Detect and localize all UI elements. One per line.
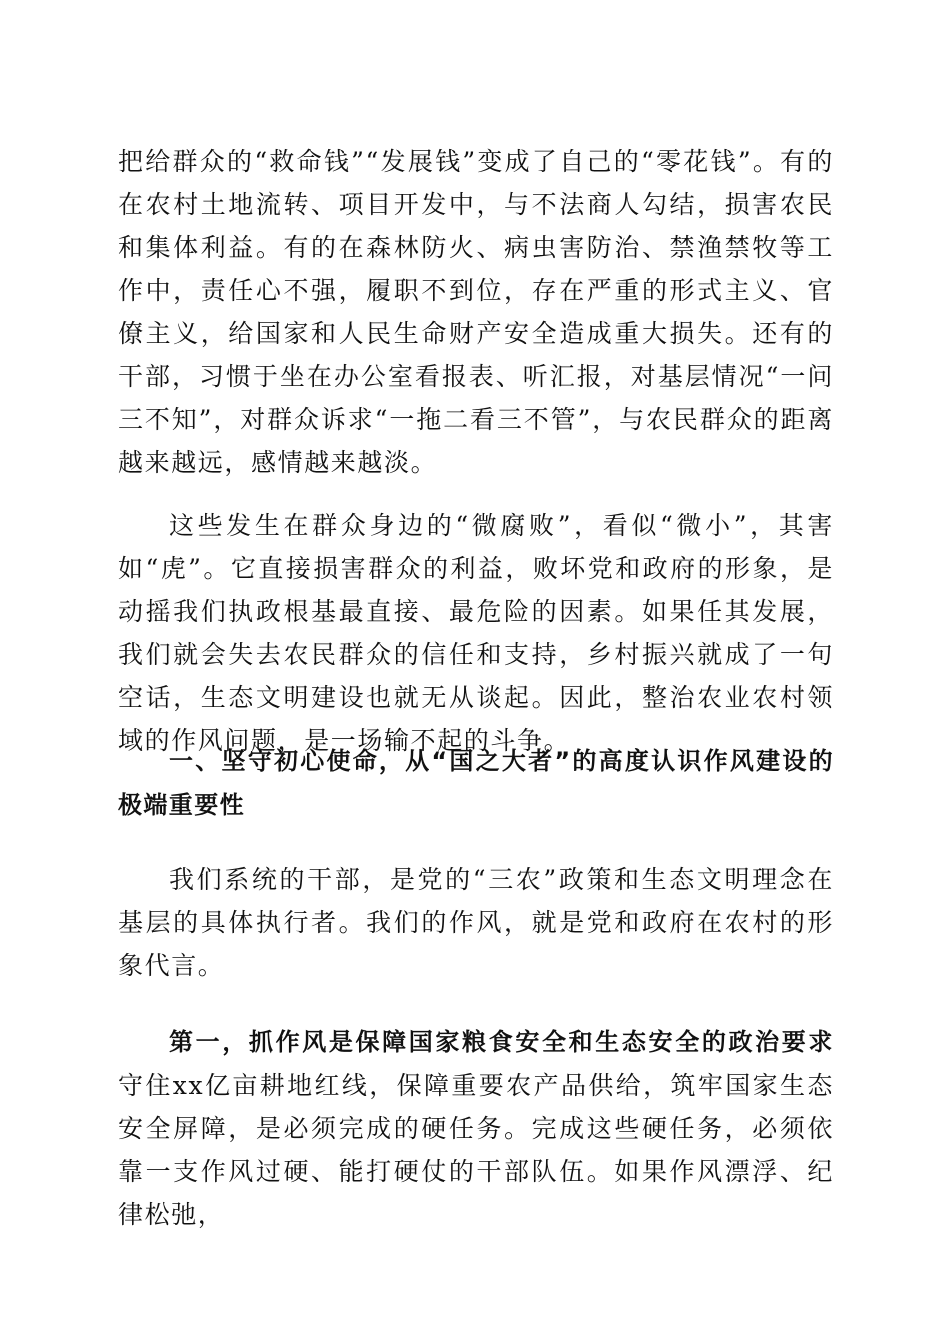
paragraph-lead-heading: 第一，抓作风是保障国家粮食安全和生态安全的政治要求: [169, 1028, 834, 1056]
body-paragraph-3: 我们系统的干部，是党的“三农”政策和生态文明理念在基层的具体执行者。我们的作风，就是党和政府在农村的形象代言。: [118, 865, 834, 980]
body-paragraph-1: 把给群众的“救命钱”“发展钱”变成了自己的“零花钱”。有的在农村土地流转、项目开发中，与不法商人勾结，损害农民和集体利益。有的在森林防火、病虫害防治、禁渔禁牧等工作中，责任心不强，履职不到位，存在严重的形式主义、官僚主义，给国家和人民生命财产安全造成重大损失。还有的干部，习惯于坐在办公室看报表、听汇报，对基层情况“一问三不知”，对群众诉求“一拖二看三不管”，与农民群众的距离越来越远，感情越来越淡。: [118, 147, 834, 477]
section-heading-1: 一、坚守初心使命，从“国之大者”的高度认识作风建设的极端重要性: [118, 747, 834, 819]
body-paragraph-4: [118, 1020, 834, 1236]
body-paragraph-2: 这些发生在群众身边的“微腐败”，看似“微小”，其害如“虎”。它直接损害群众的利益，败坏党和政府的形象，是动摇我们执政根基最直接、最危险的因素。如果任其发展，我们就会失去农民群众的信任和支持，乡村振兴就成了一句空话，生态文明建设也就无从谈起。因此，整治农业农村领域的作风问题，是一场输不起的斗争。: [118, 511, 834, 755]
paragraph-4-body: 守住xx亿亩耕地红线，保障重要农产品供给，筑牢国家生态安全屏障，是必须完成的硬任务。完成这些硬任务，必须依靠一支作风过硬、能打硬仗的干部队伍。如果作风漂浮、纪律松弛，: [118, 1071, 834, 1229]
